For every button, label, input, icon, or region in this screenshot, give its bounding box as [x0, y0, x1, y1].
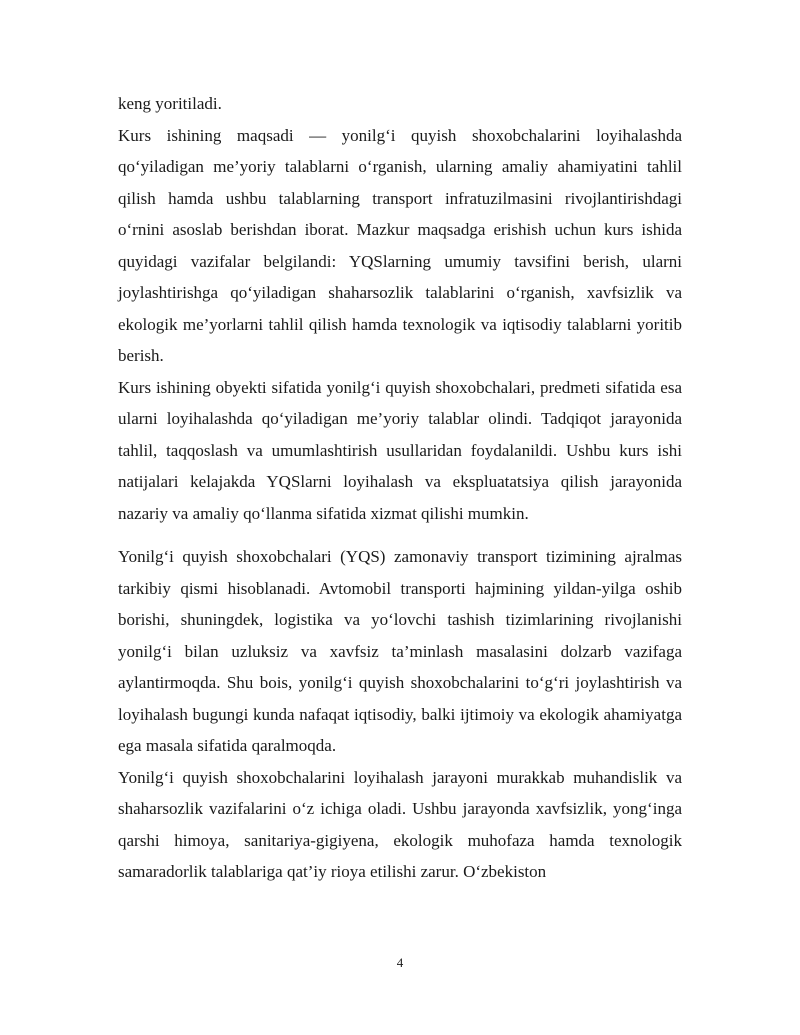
- paragraph-purpose: Kurs ishining maqsadi — yonilg‘i quyish shoxobchalarini loyihalashda qo‘yiladigan me’yoriy talablarni o‘rganish, ularning amaliy ahamiyatini tahlil qilish hamda ushbu talablarning transport infratuzilmasini rivojlantirishdagi o‘rnini asoslab berishdan iborat. Mazkur maqsadga erishish uchun kurs ishida quyidagi vazifalar belgilandi: YQSlarning umumiy tavsifini berish, ularni joylashtirishga qo‘yiladigan shaharsozlik talablarini o‘rganish, xavfsizlik va ekologik me’yorlarni tahlil qilish hamda texnologik va iqtisodiy talablarni yoritib berish.: [118, 125, 682, 365]
- paragraph-continuation: keng yoritiladi.: [118, 94, 222, 113]
- paragraph-design-process: Yonilg‘i quyish shoxobchalarini loyihalash jarayoni murakkab muhandislik va shaharsozlik vazifalarini o‘z ichiga oladi. Ushbu jarayonda xavfsizlik, yong‘inga qarshi himoya, sanitariya-gigiyena, ekologik muhofaza hamda texnologik samaradorlik talablariga qat’iy rioya etilishi zarur. O‘zbekiston: [118, 767, 682, 881]
- paragraph-object: Kurs ishining obyekti sifatida yonilg‘i quyish shoxobchalari, predmeti sifatida esa ularni loyihalashda qo‘yiladigan me’yoriy talablar olindi. Tadqiqot jarayonida tahlil, taqqoslash va umumlashtirish usullaridan foydalanildi. Ushbu kurs ishi natijalari kelajakda YQSlarni loyihalash va ekspluatatsiya qilish jarayonida nazariy va amaliy qo‘llanma sifatida xizmat qilishi mumkin.: [118, 377, 682, 523]
- body-text: [118, 88, 682, 888]
- section-gap: [118, 529, 682, 541]
- page-number: 4: [396, 955, 404, 970]
- paragraph-introduction: Yonilg‘i quyish shoxobchalari (YQS) zamonaviy transport tizimining ajralmas tarkibiy qismi hisoblanadi. Avtomobil transporti hajmining yildan-yilga oshib borishi, shuningdek, logistika va yo‘lovchi tashish tizimlarining rivojlanishi yonilg‘i bilan uzluksiz va xavfsiz ta’minlash masalasini dolzarb vazifaga aylantirmoqda. Shu bois, yonilg‘i quyish shoxobchalarini to‘g‘ri joylashtirish va loyihalash bugungi kunda nafaqat iqtisodiy, balki ijtimoiy va ekologik ahamiyatga ega masala sifatida qaralmoqda.: [118, 547, 682, 755]
